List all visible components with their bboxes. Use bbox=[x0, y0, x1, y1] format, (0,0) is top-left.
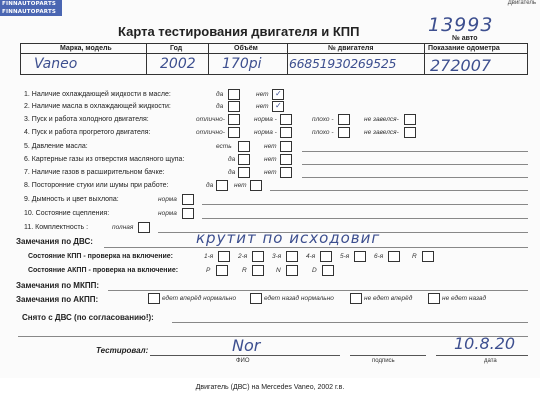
akpp-gear-r-checkbox[interactable] bbox=[252, 265, 264, 276]
kpp-gear-1: 1-я bbox=[204, 253, 214, 260]
check-mark-icon: ✓ bbox=[275, 101, 282, 110]
date-value: 10.8.20 bbox=[454, 334, 516, 353]
engine-remarks-label: Замечания по ДВС: bbox=[16, 237, 93, 246]
item-9-normal-checkbox[interactable] bbox=[182, 194, 194, 205]
item-8-write-line bbox=[270, 190, 528, 191]
item-11-full-checkbox[interactable] bbox=[138, 222, 150, 233]
tested-by-label: Тестировал: bbox=[96, 346, 149, 355]
item-6-option-yes: да bbox=[228, 156, 236, 163]
table-header-border bbox=[20, 53, 528, 54]
item-5-option-no: нет bbox=[264, 143, 277, 150]
table-col-line bbox=[287, 43, 288, 75]
item-3-option-not-started: не завелся- bbox=[364, 116, 399, 123]
kpp-gear-4-checkbox[interactable] bbox=[320, 251, 332, 262]
akpp-gear-p-checkbox[interactable] bbox=[216, 265, 228, 276]
item-4-option-excellent: отлично- bbox=[196, 129, 225, 136]
item-4-option-normal: норма - bbox=[254, 129, 277, 136]
akpp-no-backward-label: не едет назад bbox=[442, 295, 487, 302]
signature-line bbox=[350, 355, 426, 356]
akpp-gear-d: D bbox=[312, 267, 317, 274]
item-2-yes-checkbox[interactable] bbox=[228, 101, 240, 112]
value-volume: 170pi bbox=[222, 56, 262, 72]
removed-from-engine-line bbox=[172, 322, 528, 323]
akpp-backward-normal-label: едет назад нормально bbox=[264, 295, 334, 302]
value-odometer: 272007 bbox=[430, 56, 492, 75]
finnautoparts-logo bbox=[0, 0, 62, 16]
akpp-state-label: Состояние АКПП - проверка на включение: bbox=[28, 267, 179, 274]
item-5-yes-checkbox[interactable] bbox=[238, 141, 250, 152]
item-5-option-yes: есть bbox=[216, 143, 232, 150]
item-8-yes-checkbox[interactable] bbox=[216, 180, 228, 191]
item-6-yes-checkbox[interactable] bbox=[238, 154, 250, 165]
item-3-excellent-checkbox[interactable] bbox=[228, 114, 240, 125]
item-11-label: 11. Комплектность : bbox=[24, 224, 89, 231]
kpp-state-label: Состояние КПП - проверка на включение: bbox=[28, 253, 173, 260]
table-col-line bbox=[20, 43, 21, 75]
item-4-option-bad: плохо - bbox=[312, 129, 334, 136]
akpp-gear-n-checkbox[interactable] bbox=[286, 265, 298, 276]
item-9-write-line bbox=[202, 204, 528, 205]
fio-line bbox=[150, 355, 340, 356]
item-1-label: 1. Наличие охлаждающей жидкости в масле: bbox=[24, 91, 171, 98]
akpp-no-forward-checkbox[interactable] bbox=[350, 293, 362, 304]
akpp-forward-normal-checkbox[interactable] bbox=[148, 293, 160, 304]
item-7-label: 7. Наличие газов в расширительном бачке: bbox=[24, 169, 165, 176]
item-1-option-no: нет bbox=[256, 91, 269, 98]
item-3-not-started-checkbox[interactable] bbox=[404, 114, 416, 125]
item-7-no-checkbox[interactable] bbox=[280, 167, 292, 178]
akpp-no-backward-checkbox[interactable] bbox=[428, 293, 440, 304]
item-1-no-checkbox[interactable] bbox=[272, 89, 284, 100]
item-3-bad-checkbox[interactable] bbox=[338, 114, 350, 125]
table-col-line bbox=[208, 43, 209, 75]
value-engine-number: 66851930269525 bbox=[289, 56, 397, 71]
card-title: Карта тестирования двигателя и КПП bbox=[118, 24, 360, 39]
item-9-option-normal: норма bbox=[158, 196, 177, 203]
header-volume: Объём bbox=[234, 45, 258, 52]
table-col-line bbox=[424, 43, 425, 75]
item-4-excellent-checkbox[interactable] bbox=[228, 127, 240, 138]
mkpp-remarks-label: Замечания по МКПП: bbox=[16, 281, 100, 290]
item-5-write-line bbox=[302, 151, 528, 152]
item-6-label: 6. Картерные газы из отверстия масляного щупа: bbox=[24, 156, 185, 163]
akpp-gear-n: N bbox=[276, 267, 281, 274]
item-1-yes-checkbox[interactable] bbox=[228, 89, 240, 100]
date-line bbox=[436, 355, 528, 356]
item-7-option-yes: да bbox=[228, 169, 236, 176]
header-year: Год bbox=[170, 45, 183, 52]
akpp-gear-p: P bbox=[206, 267, 211, 274]
item-8-option-yes: да bbox=[206, 182, 214, 189]
corner-label: Двигатель bbox=[507, 0, 536, 6]
kpp-gear-6-checkbox[interactable] bbox=[388, 251, 400, 262]
item-10-option-normal: норма bbox=[158, 210, 177, 217]
signature-caption: подпись bbox=[372, 358, 395, 364]
item-2-option-no: нет bbox=[256, 103, 269, 110]
header-odometer: Показание одометра bbox=[428, 45, 500, 52]
date-caption: дата bbox=[484, 358, 497, 364]
item-3-option-normal: норма - bbox=[254, 116, 277, 123]
table-col-line bbox=[527, 43, 528, 75]
item-2-option-yes: да bbox=[216, 103, 224, 110]
item-10-write-line bbox=[202, 218, 528, 219]
table-top-border bbox=[20, 43, 528, 44]
akpp-gear-r: R bbox=[242, 267, 247, 274]
kpp-gear-5: 5-я bbox=[340, 253, 350, 260]
kpp-gear-2: 2-я bbox=[238, 253, 248, 260]
item-7-yes-checkbox[interactable] bbox=[238, 167, 250, 178]
item-8-label: 8. Посторонние стуки или шумы при работе: bbox=[24, 182, 169, 189]
item-9-label: 9. Дымность и цвет выхлопа: bbox=[24, 196, 119, 203]
header-make-model: Марка, модель bbox=[60, 45, 112, 52]
item-1-option-yes: да bbox=[216, 91, 224, 98]
item-8-no-checkbox[interactable] bbox=[250, 180, 262, 191]
kpp-gear-3: 3-я bbox=[272, 253, 282, 260]
item-3-label: 3. Пуск и работа холодного двигателя: bbox=[24, 116, 149, 123]
kpp-gear-5-checkbox[interactable] bbox=[354, 251, 366, 262]
auto-number-value: 13993 bbox=[428, 14, 494, 36]
kpp-gear-r-checkbox[interactable] bbox=[422, 251, 434, 262]
item-4-option-not-started: не завелся- bbox=[364, 129, 399, 136]
table-col-line bbox=[146, 43, 147, 75]
value-make-model: Vaneo bbox=[34, 56, 78, 72]
engine-remarks-line bbox=[104, 247, 528, 248]
removed-from-engine-label: Снято с ДВС (по согласованию!): bbox=[22, 313, 154, 322]
kpp-gear-6: 6-я bbox=[374, 253, 384, 260]
item-6-no-checkbox[interactable] bbox=[280, 154, 292, 165]
item-4-not-started-checkbox[interactable] bbox=[404, 127, 416, 138]
item-10-label: 10. Состояние сцепления: bbox=[24, 210, 110, 217]
akpp-forward-normal-label: едет вперёд нормально bbox=[162, 295, 237, 302]
check-mark-icon: ✓ bbox=[275, 89, 282, 98]
kpp-gear-2-checkbox[interactable] bbox=[252, 251, 264, 262]
akpp-no-forward-label: не едет вперёд bbox=[364, 295, 413, 302]
fio-caption: ФИО bbox=[236, 358, 250, 364]
item-3-option-excellent: отлично- bbox=[196, 116, 225, 123]
photo-caption: Двигатель (ДВС) на Mercedes Vaneo, 2002 г.в. bbox=[195, 384, 345, 391]
akpp-gear-d-checkbox[interactable] bbox=[322, 265, 334, 276]
item-8-option-no: нет bbox=[234, 182, 247, 189]
item-11-option-full: полная bbox=[112, 224, 134, 231]
kpp-gear-3-checkbox[interactable] bbox=[286, 251, 298, 262]
kpp-gear-4: 4-я bbox=[306, 253, 316, 260]
item-5-no-checkbox[interactable] bbox=[280, 141, 292, 152]
item-7-write-line bbox=[302, 177, 528, 178]
auto-number-label: № авто bbox=[452, 35, 478, 42]
item-10-normal-checkbox[interactable] bbox=[182, 208, 194, 219]
item-4-normal-checkbox[interactable] bbox=[280, 127, 292, 138]
engine-remarks-value: крутит по исходовиг bbox=[196, 229, 381, 247]
value-year: 2002 bbox=[160, 56, 196, 72]
kpp-gear-1-checkbox[interactable] bbox=[218, 251, 230, 262]
extra-notes-line bbox=[18, 336, 528, 337]
header-engine-number: № двигателя bbox=[328, 45, 374, 52]
item-2-label: 2. Наличие масла в охлаждающей жидкости: bbox=[24, 103, 171, 110]
item-5-label: 5. Давление масла: bbox=[24, 143, 88, 150]
akpp-backward-normal-checkbox[interactable] bbox=[250, 293, 262, 304]
item-4-label: 4. Пуск и работа прогретого двигателя: bbox=[24, 129, 151, 136]
item-3-option-bad: плохо - bbox=[312, 116, 334, 123]
akpp-remarks-label: Замечания по АКПП: bbox=[16, 295, 99, 304]
logo-line-1: FINNAUTOPARTS bbox=[2, 1, 57, 7]
item-6-write-line bbox=[302, 164, 528, 165]
logo-line-2: FINNAUTOPARTS bbox=[2, 9, 57, 15]
item-3-normal-checkbox[interactable] bbox=[280, 114, 292, 125]
kpp-gear-r: R bbox=[412, 253, 417, 260]
item-4-bad-checkbox[interactable] bbox=[338, 127, 350, 138]
item-2-no-checkbox[interactable] bbox=[272, 101, 284, 112]
mkpp-remarks-line bbox=[108, 290, 528, 291]
item-6-option-no: нет bbox=[264, 156, 277, 163]
tester-signature: Nоr bbox=[232, 336, 261, 355]
item-7-option-no: нет bbox=[264, 169, 277, 176]
